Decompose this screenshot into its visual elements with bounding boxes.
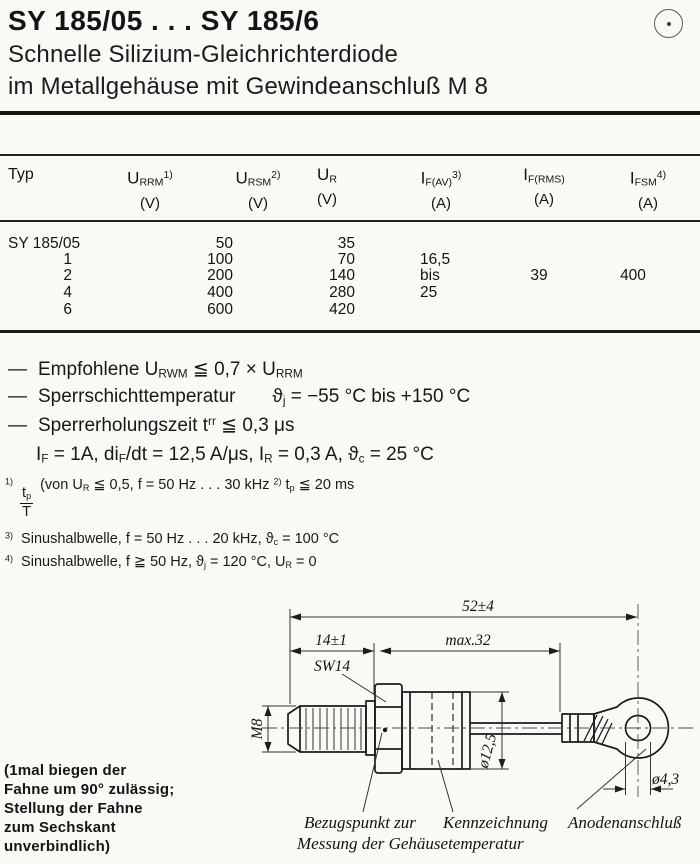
caption-marking: Kennzeichnung	[443, 813, 548, 832]
col-header-ifrms: $I_{F(RMS)}$ (A)	[523, 165, 565, 209]
dim-overall-length-label: 52±4	[462, 598, 494, 615]
crimp-hatching	[584, 715, 612, 744]
caption-anode-connection: Anodenanschluß	[568, 813, 682, 832]
col-header-ur: $U_R$ (V)	[317, 165, 337, 209]
table-cell-urrm: 50	[215, 235, 233, 252]
table-cell-typ: 2	[63, 267, 72, 284]
table-cell-ifrms: 39	[530, 267, 548, 284]
note-junction-temperature: — Sperrschichttemperatur $ϑ_j = -55$ °C bis +150 °C	[8, 386, 471, 408]
note-dash: —	[8, 386, 27, 407]
bend-allowance-note: (1mal biegen der Fahne um 90° zulässig; Stellung der Fahne zum Sechskant unverbindlich)	[4, 762, 175, 855]
table-header-rule	[0, 220, 700, 222]
footnote-4: $^{4)}$ Sinushalbwelle, f ≧ 50 Hz, $ϑ_j = 120$ °C, $U_R = 0$	[5, 554, 317, 571]
note-dash: —	[8, 415, 27, 436]
table-cell-ur: 140	[329, 267, 355, 284]
table-cell-ur: 420	[329, 301, 355, 318]
table-cell-ur: 280	[329, 284, 355, 301]
col-header-ifav: $I_{F(AV)}^{3)}$ (A)	[420, 168, 462, 212]
table-cell-typ: 4	[63, 284, 72, 301]
dim-body-diameter-label: ø12,5	[474, 731, 501, 770]
dim-thread-label: M8	[249, 718, 266, 740]
table-cell-typ: 6	[63, 301, 72, 318]
footnote-3: $^{3)}$ Sinushalbwelle, f = 50 Hz . . . 20 kHz, $ϑ_c = 100$ °C	[5, 531, 340, 548]
title-rule	[0, 111, 700, 115]
anode-leader	[577, 749, 646, 809]
table-cell-ifav: bis	[420, 267, 440, 284]
footnote-1: $^{1)}$ $\frac{t_p}{T}$ (von $U_R$ ≦ 0,5, f = 50 Hz . . . 30 kHz $^{2)}$ $t_p$ ≦ 20 ms	[5, 477, 355, 520]
page-subtitle-line2: im Metallgehäuse mit Gewindeanschluß M 8	[8, 73, 489, 100]
page-title: SY 185/05 . . . SY 185/6	[8, 5, 320, 36]
table-cell-urrm: 100	[207, 251, 233, 268]
table-cell-ifsm: 400	[620, 267, 646, 284]
note-dash: —	[8, 359, 27, 380]
table-cell-urrm: 200	[207, 267, 233, 284]
reference-point-dot	[383, 728, 387, 732]
registration-mark-icon	[654, 9, 683, 38]
dim-thread-length-label: 14±1	[315, 632, 347, 649]
table-cell-urrm: 400	[207, 284, 233, 301]
caption-reference-point-line2: Messung der Gehäusetemperatur	[297, 834, 524, 853]
table-cell-ifav: 16,5	[420, 251, 451, 268]
thread-hatching	[306, 708, 361, 750]
table-cell-typ: 1	[63, 251, 72, 268]
note-recommended-urwm: — Empfohlene $U_{RWM}$ ≦ $0,7 \times U_{RRM}$	[8, 359, 303, 381]
page-subtitle-line1: Schnelle Silizium-Gleichrichterdiode	[8, 41, 399, 68]
col-header-urrm: $U_{RRM}^{1)}$ (V)	[127, 168, 173, 212]
marking-leader	[438, 760, 453, 812]
registration-mark-dot	[667, 22, 671, 26]
dim-wrench-size-label: SW14	[314, 658, 351, 675]
note-test-conditions: $I_F = 1A$, $di_F/dt = 12,5$ A/μs, $I_R = 0,3$ A, $ϑ_c = 25$ °C	[36, 444, 434, 466]
caption-reference-point-line1: Bezugspunkt zur	[304, 813, 416, 832]
col-header-ursm: $U_{RSM}^{2)}$ (V)	[235, 168, 281, 212]
table-cell-ur: 70	[337, 251, 355, 268]
table-cell-urrm: 600	[207, 301, 233, 318]
dim-hole-diameter-label: ø4,3	[652, 771, 680, 788]
col-header-typ: Typ	[8, 166, 34, 183]
table-bottom-rule	[0, 330, 700, 333]
table-cell-typ: SY 185/05	[8, 235, 81, 252]
table-cell-ifav: 25	[420, 284, 438, 301]
dim-body-length-label: max.32	[445, 632, 491, 649]
table-top-rule	[0, 154, 700, 156]
table-cell-ur: 35	[337, 235, 355, 252]
note-reverse-recovery: — Sperrerholungszeit $t^{rr}$ ≦ 0,3 μs	[8, 415, 295, 436]
case-body	[402, 692, 470, 769]
sw14-leader	[342, 674, 386, 702]
col-header-ifsm: $I_{FSM}^{4)}$ (A)	[629, 168, 667, 212]
